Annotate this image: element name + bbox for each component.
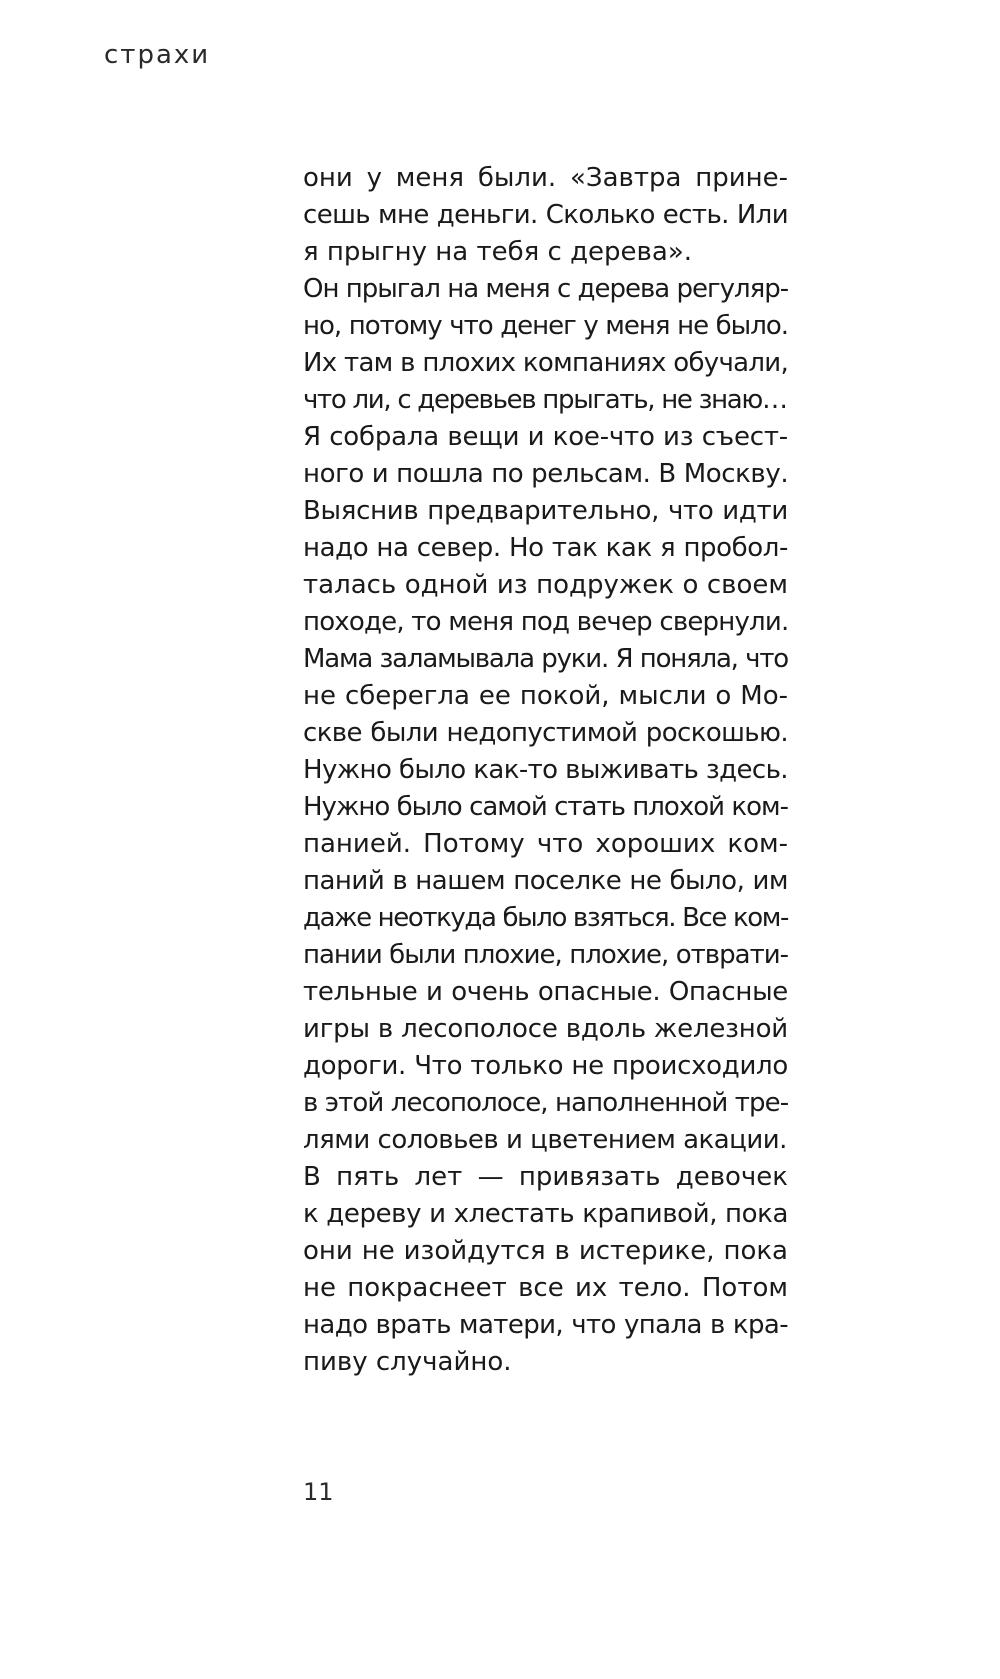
page-number: 11 <box>303 1478 334 1506</box>
text-line: пиву случайно. <box>303 1347 512 1377</box>
text-line: панией. Потому что хороших ком- <box>303 829 788 859</box>
text-line: они у меня были. «Завтра прине- <box>303 163 788 193</box>
text-line: пании были плохие, плохие, отврати- <box>303 940 788 970</box>
text-line: Их там в плохих компаниях обучали, <box>303 348 789 378</box>
text-line: Нужно было как-то выживать здесь. <box>303 755 788 785</box>
text-line: в этой лесополосе, наполненной тре- <box>303 1088 789 1118</box>
text-line: я прыгну на тебя с дерева». <box>303 237 692 267</box>
text-line: Выяснив предварительно, что идти <box>303 496 788 526</box>
text-line: дороги. Что только не происходило <box>303 1051 788 1081</box>
text-line: они не изойдутся в истерике, пока <box>303 1236 788 1266</box>
text-line: тельные и очень опасные. Опасные <box>303 977 788 1007</box>
text-line: паний в нашем поселке не было, им <box>303 866 788 896</box>
text-line: не покраснеет все их тело. Потом <box>303 1273 788 1303</box>
text-line: лями соловьев и цветением акации. <box>303 1125 787 1155</box>
text-line: В пять лет — привязать девочек <box>303 1162 788 1192</box>
text-line: к дереву и хлестать крапивой, пока <box>303 1199 788 1229</box>
text-line: что ли, с деревьев прыгать, не знаю… <box>303 385 787 415</box>
text-line: но, потому что денег у меня не было. <box>303 311 788 341</box>
text-line: Он прыгал на меня с дерева регуляр- <box>303 274 789 304</box>
text-line: не сберегла ее покой, мысли о Мо- <box>303 681 788 711</box>
text-line: Мама заламывала руки. Я поняла, что <box>303 644 788 674</box>
text-line: даже неоткуда было взяться. Все ком- <box>303 903 788 933</box>
body-text <box>303 160 788 1381</box>
text-line: походе, то меня под вечер свернули. <box>303 607 789 637</box>
text-line: Нужно было самой стать плохой ком- <box>303 792 788 822</box>
running-title: страхи <box>104 40 211 70</box>
text-line: сешь мне деньги. Сколько есть. Или <box>303 200 788 230</box>
text-line: надо на север. Но так как я пробол- <box>303 533 788 563</box>
text-line: игры в лесополосе вдоль железной <box>303 1014 788 1044</box>
text-line: скве были недопустимой роскошью. <box>303 718 788 748</box>
text-line: Я собрала вещи и кое-что из съест- <box>303 422 788 452</box>
text-line: ного и пошла по рельсам. В Москву. <box>303 459 789 489</box>
text-line: надо врать матери, что упала в кра- <box>303 1310 788 1340</box>
text-line: талась одной из подружек о своем <box>303 570 788 600</box>
